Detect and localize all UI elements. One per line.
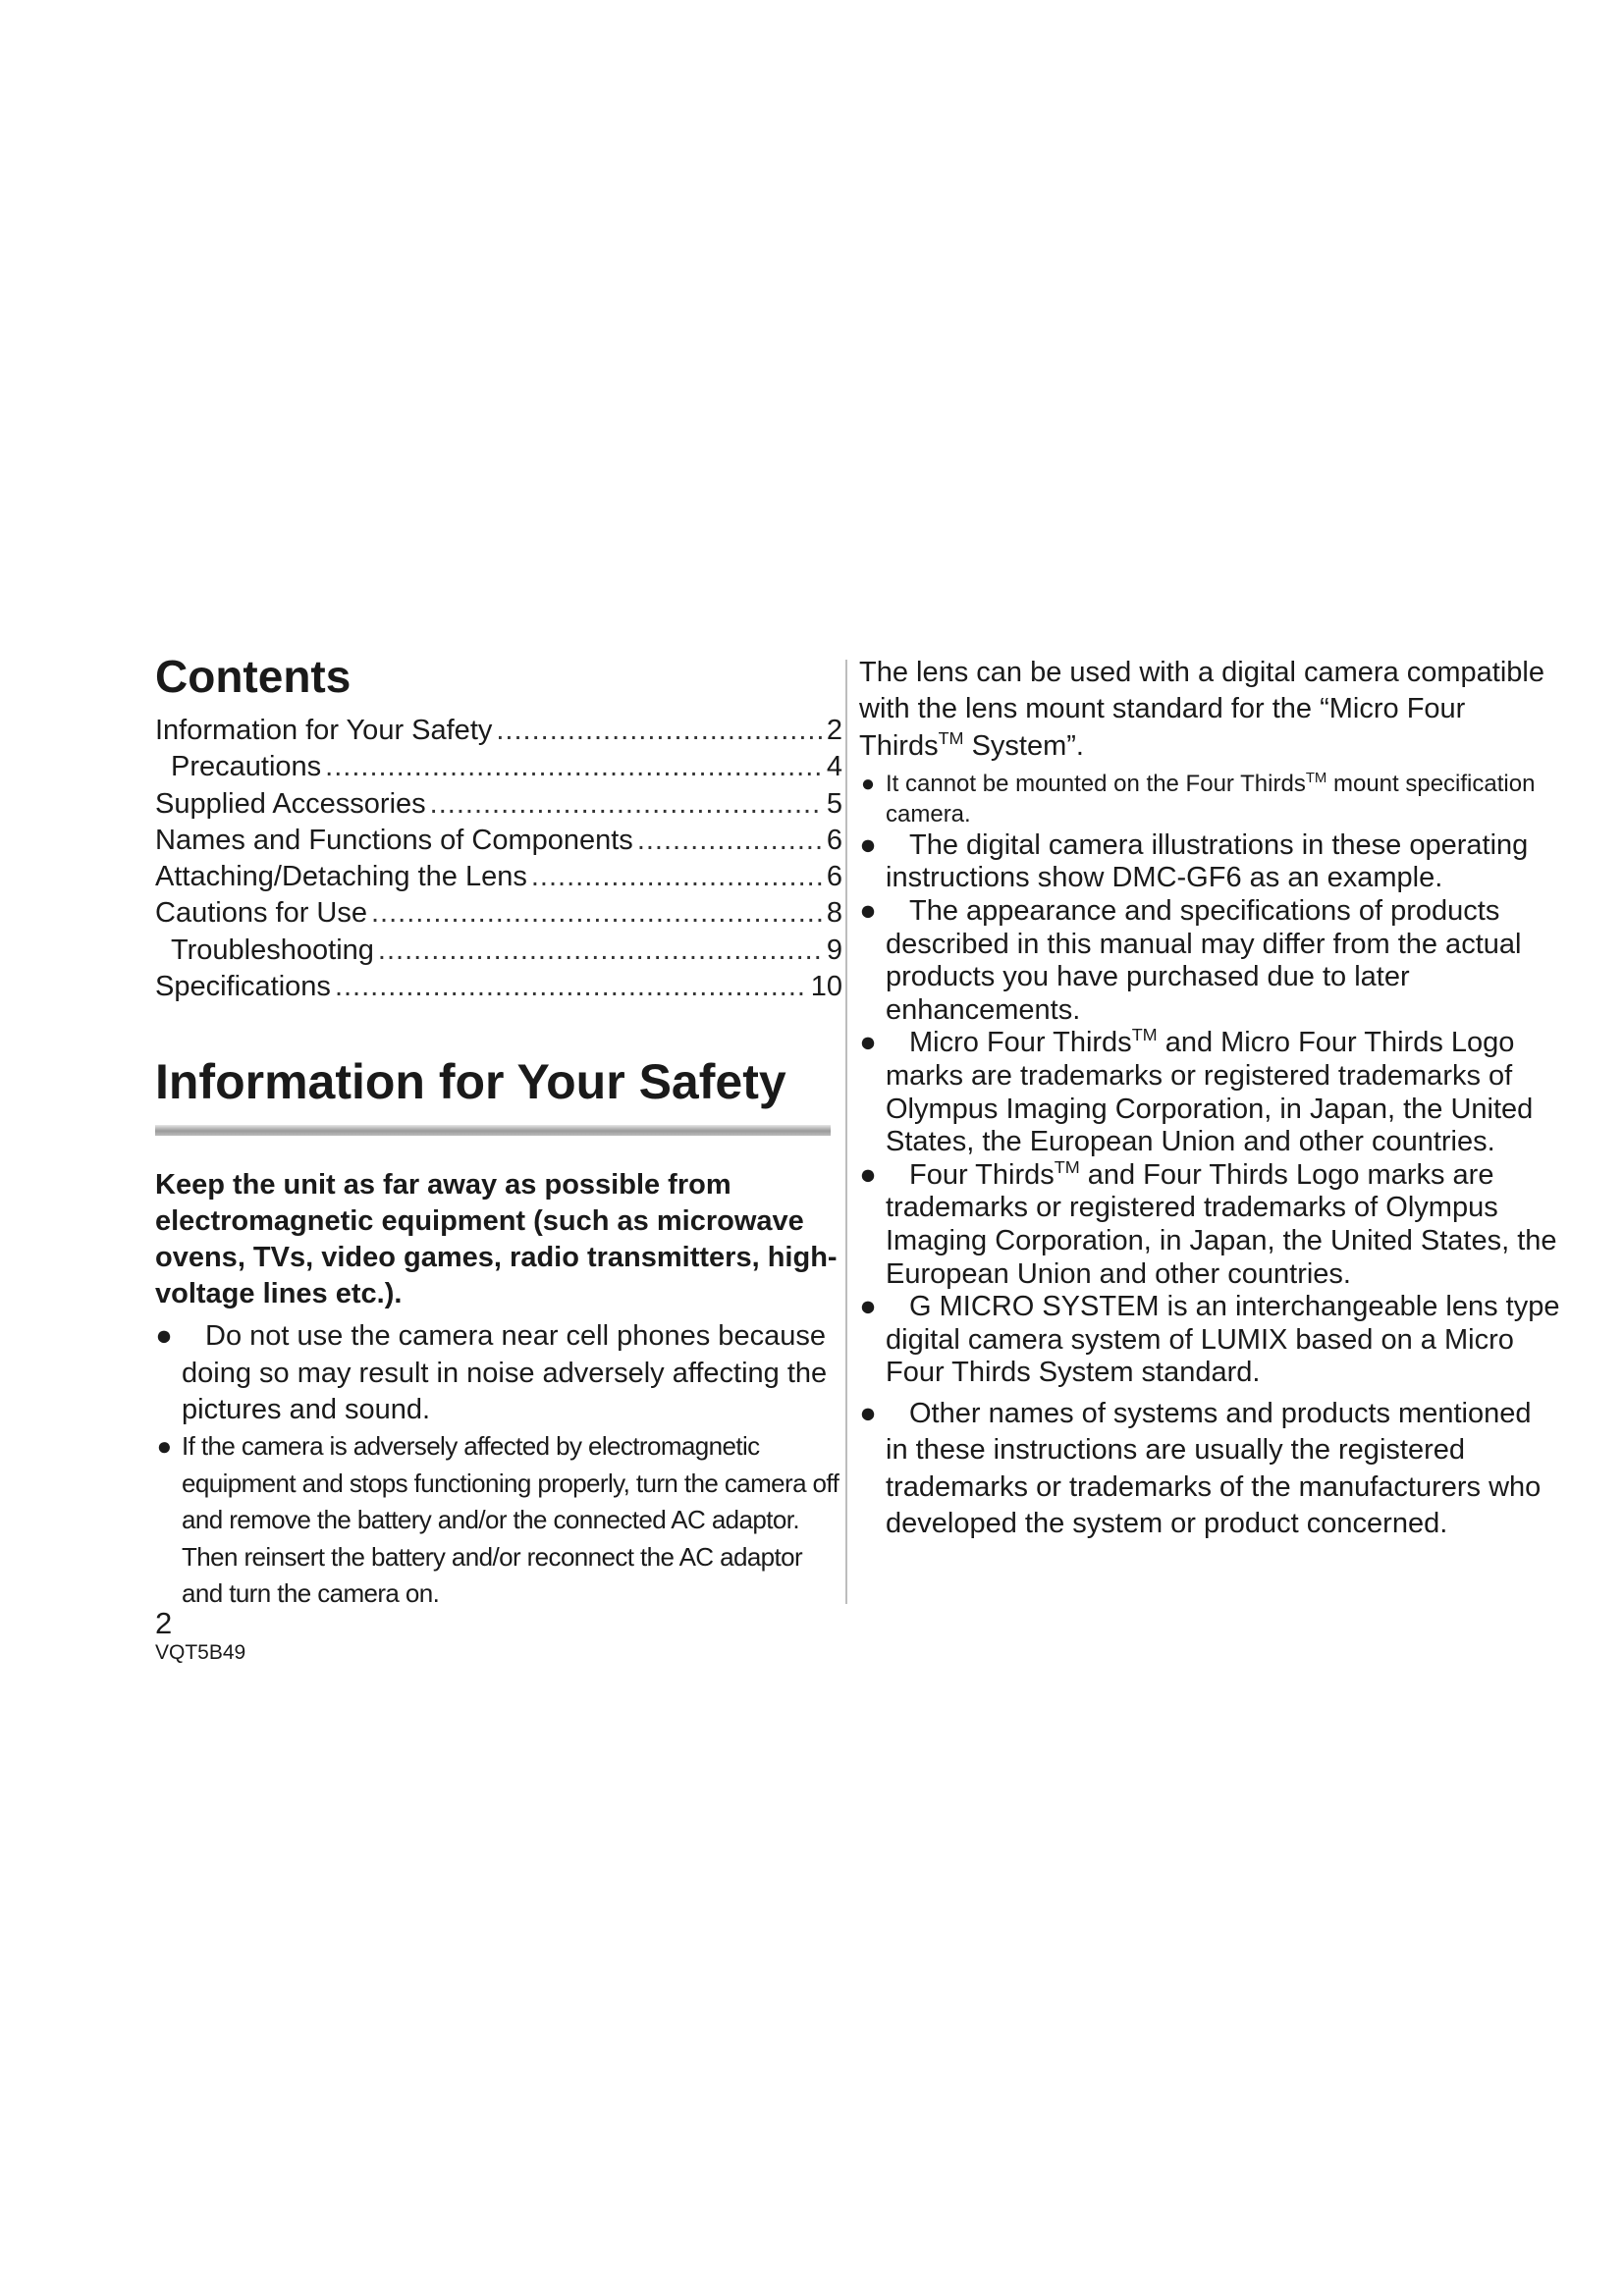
toc-entry-label: Troubleshooting: [171, 934, 374, 966]
safety-bullets: [155, 1318, 842, 1612]
toc-leader-dots: [496, 713, 822, 749]
bullet-text: It cannot be mounted on the Four Thirds: [886, 770, 1306, 797]
note-bullet: [859, 829, 1561, 895]
bullet-icon: ●: [859, 1397, 877, 1429]
bullet-text: G MICRO SYSTEM is an interchangeable lens type digital camera system of LUMIX based on a Micro Four Thirds System standard.: [886, 1291, 1560, 1389]
bullet-icon: ●: [156, 1431, 172, 1462]
toc-leader-dots: [637, 823, 823, 859]
trademark-mark: TM: [1054, 1157, 1080, 1178]
page-number: 2: [155, 1606, 173, 1640]
toc-leader-dots: [531, 859, 823, 895]
toc-entry-page: 6: [826, 824, 842, 856]
bullet-icon: ●: [155, 1320, 173, 1353]
column-divider: [845, 660, 847, 1604]
toc-entry-page: 9: [826, 934, 842, 966]
intro-text: The lens can be used with a digital camera compatible with the lens mount standard for the “Micro Four Thirds: [859, 657, 1544, 762]
note-bullet: [859, 1159, 1561, 1291]
toc-entry-precautions[interactable]: [155, 749, 842, 785]
toc-entry-label: Names and Functions of Components: [155, 824, 633, 856]
safety-heading: Information for Your Safety: [155, 1054, 786, 1110]
toc-entry-troubleshooting[interactable]: [155, 933, 842, 969]
bullet-icon: ●: [859, 1027, 877, 1059]
contents-heading: Contents: [155, 651, 352, 702]
toc-leader-dots: [430, 786, 823, 823]
toc-entry-specifications[interactable]: [155, 969, 842, 1005]
toc-leader-dots: [378, 933, 823, 969]
note-bullet: [859, 1027, 1561, 1158]
toc-leader-dots: [325, 749, 823, 785]
trademark-mark: TM: [938, 727, 964, 748]
toc-entry-page: 6: [826, 861, 842, 893]
note-bullet: [859, 1396, 1561, 1543]
note-bullet: [859, 1291, 1561, 1390]
toc-entry-attaching[interactable]: [155, 859, 842, 895]
bullet-text-end: and Micro Four Thirds Logo marks are trademarks or registered trademarks of Olympus Imaging Corporation, in Japan, the United States, the European Union and other countries.: [886, 1027, 1534, 1158]
toc-entry-label: Specifications: [155, 971, 331, 1003]
toc-entry-page: 10: [810, 971, 842, 1003]
bullet-text: Do not use the camera near cell phones because doing so may result in noise adversely affecting the pictures and sound.: [182, 1320, 828, 1425]
toc-entry-components[interactable]: [155, 823, 842, 859]
bullet-icon: ●: [859, 828, 877, 861]
trademark-mark: TM: [1131, 1025, 1158, 1045]
table-of-contents: [155, 713, 842, 1005]
safety-bullet: [155, 1428, 842, 1613]
toc-entry-page: 2: [826, 715, 842, 746]
bullet-text: The digital camera illustrations in these operating instructions show DMC-GF6 as an example.: [886, 828, 1529, 894]
toc-entry-safety[interactable]: [155, 713, 842, 749]
toc-entry-label: Supplied Accessories: [155, 787, 426, 820]
toc-leader-dots: [335, 969, 807, 1005]
model-code: VQT5B49: [155, 1641, 246, 1664]
bullet-text: Other names of systems and products mentioned in these instructions are usually the registered trademarks or trademarks of the manufacturers who developed the system or product concerned.: [886, 1397, 1542, 1540]
note-bullet: [859, 769, 1561, 829]
right-column: [859, 655, 1561, 1543]
safety-warning: Keep the unit as far away as possible from electromagnetic equipment (such as microwave ovens, TVs, video games, radio transmitters, high-voltage lines etc.).: [155, 1169, 838, 1310]
toc-entry-accessories[interactable]: [155, 786, 842, 823]
toc-leader-dots: [371, 895, 823, 932]
bullet-icon: ●: [859, 1291, 877, 1323]
toc-entry-label: Attaching/Detaching the Lens: [155, 861, 527, 893]
toc-entry-page: 5: [826, 787, 842, 820]
toc-entry-page: 8: [826, 897, 842, 930]
heading-rule: [155, 1125, 831, 1136]
toc-entry-cautions[interactable]: [155, 895, 842, 932]
intro-text-end: System”.: [963, 729, 1084, 762]
toc-entry-label: Precautions: [171, 751, 322, 783]
toc-entry-label: Cautions for Use: [155, 897, 367, 930]
bullet-text: The appearance and specifications of products described in this manual may differ from the actual products you have purchased due to later enhancements.: [886, 895, 1522, 1026]
bullet-text: Four Thirds: [909, 1158, 1055, 1191]
bullet-icon: ●: [859, 1158, 877, 1191]
lens-compatibility-intro: [859, 655, 1561, 765]
toc-entry-page: 4: [826, 751, 842, 783]
note-bullet: [859, 895, 1561, 1027]
bullet-text-end: mount specification camera.: [886, 770, 1536, 828]
left-column: [155, 650, 842, 1613]
bullet-icon: ●: [859, 895, 877, 928]
safety-bullet: [155, 1318, 842, 1428]
bullet-icon: ●: [860, 770, 876, 797]
bullet-text: If the camera is adversely affected by electromagnetic equipment and stops functioning properly, turn the camera off and remove the battery and/or the connected AC adaptor. Then reinsert the battery and/or reconnect the AC adaptor and turn the camera on.: [182, 1431, 839, 1609]
bullet-text: Micro Four Thirds: [909, 1027, 1132, 1059]
bullet-text-end: and Four Thirds Logo marks are trademarks or registered trademarks of Olympus Imaging Corporation, in Japan, the United States, the European Union and other countries.: [886, 1158, 1557, 1290]
toc-entry-label: Information for Your Safety: [155, 715, 493, 746]
trademark-mark: TM: [1305, 770, 1327, 786]
